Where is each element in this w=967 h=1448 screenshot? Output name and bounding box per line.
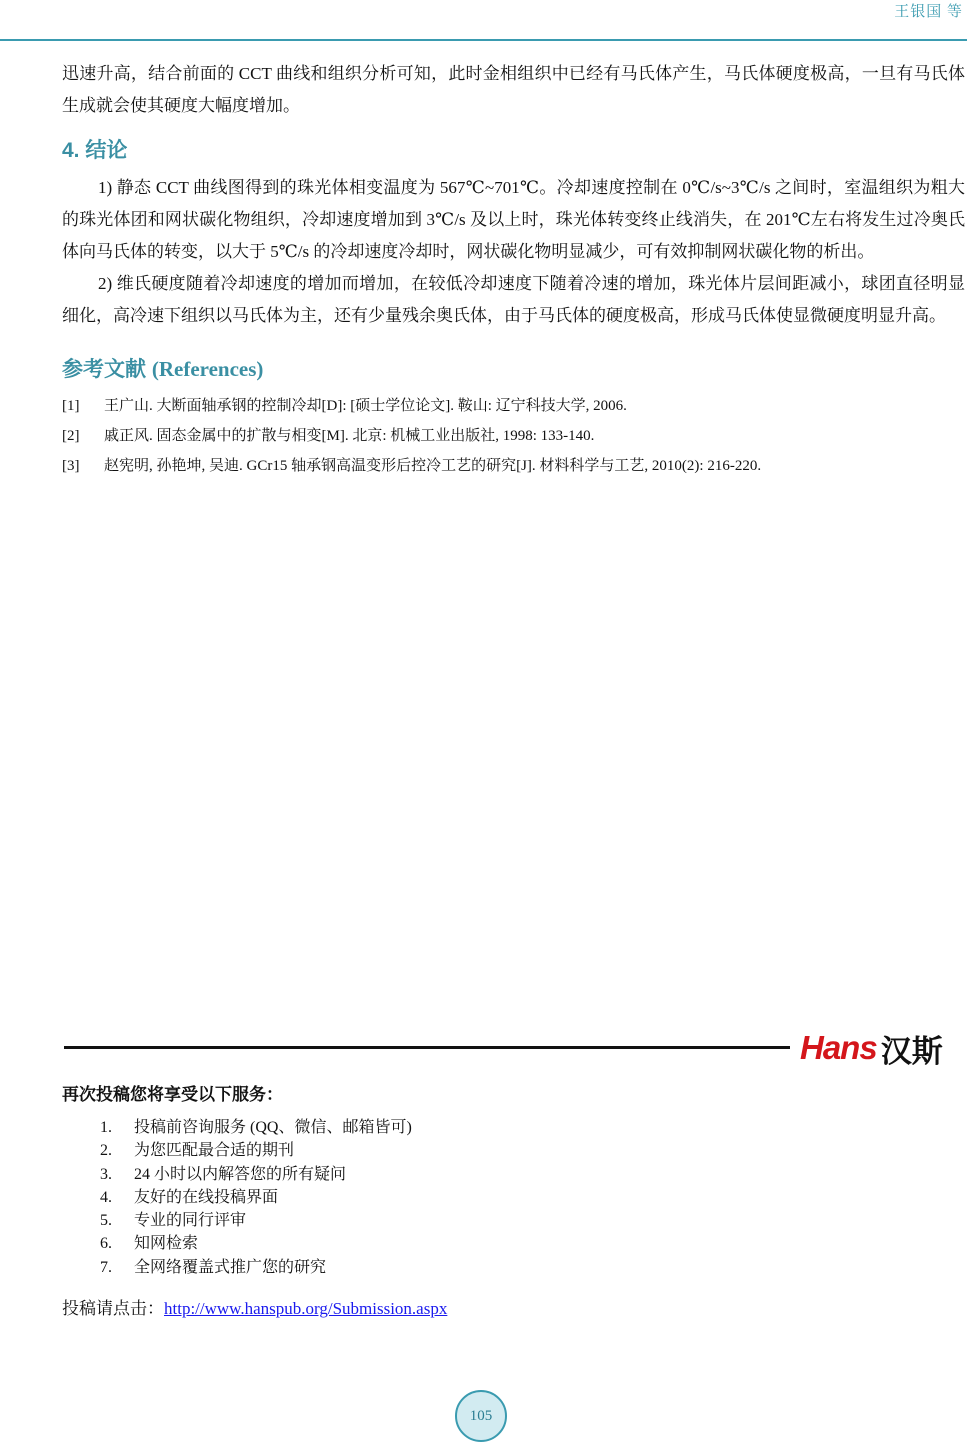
footer-divider xyxy=(64,1046,790,1049)
page-number-badge: 105 xyxy=(455,1390,507,1442)
reference-item xyxy=(62,421,965,451)
article-body xyxy=(62,58,965,481)
service-item xyxy=(100,1209,412,1232)
reference-text: 赵宪明, 孙艳坤, 吴迪. GCr15 轴承钢高温变形后控冷工艺的研究[J]. 材料科学与工艺, 2010(2): 216-220. xyxy=(104,458,762,474)
service-number: 6. xyxy=(100,1235,112,1253)
reference-item xyxy=(62,391,965,421)
service-text: 为您匹配最合适的期刊 xyxy=(134,1142,295,1160)
hans-logo xyxy=(800,1028,943,1068)
service-number: 5. xyxy=(100,1212,112,1230)
service-number: 1. xyxy=(100,1119,112,1136)
submission-line xyxy=(62,1294,447,1319)
logo-text-zh: 汉斯 xyxy=(880,1033,943,1070)
service-text: 友好的在线投稿界面 xyxy=(134,1188,279,1206)
reference-item xyxy=(62,451,965,481)
reference-list xyxy=(62,391,965,481)
reference-number: [1] xyxy=(62,398,80,414)
header-divider xyxy=(0,39,967,41)
service-text: 投稿前咨询服务 (QQ、微信、邮箱皆可) xyxy=(134,1119,412,1136)
service-item xyxy=(100,1116,412,1139)
service-number: 4. xyxy=(100,1188,112,1206)
services-title: 再次投稿您将享受以下服务： xyxy=(62,1085,283,1104)
service-number: 7. xyxy=(100,1258,112,1276)
references-heading-zh: 参考文献 xyxy=(62,358,146,381)
submission-link[interactable]: http://www.hanspub.org/Submission.aspx xyxy=(164,1299,448,1318)
references-heading-en: (References) xyxy=(151,357,264,381)
service-text: 全网络覆盖式推广您的研究 xyxy=(134,1258,327,1276)
services-list xyxy=(100,1116,412,1279)
service-item xyxy=(100,1186,412,1209)
service-item xyxy=(100,1163,412,1186)
intro-paragraph: 迅速升高，结合前面的 CCT 曲线和组织分析可知，此时金相组织中已经有马氏体产生，马氏体硬度极高，一旦有马氏体生成就会使其硬度大幅度增加。 xyxy=(62,64,965,115)
service-text: 24 小时以内解答您的所有疑问 xyxy=(134,1165,347,1183)
conclusion-heading: 4. 结论 xyxy=(62,139,128,162)
reference-text: 戚正风. 固态金属中的扩散与相变[M]. 北京: 机械工业出版社, 1998: 133-140. xyxy=(104,428,595,444)
reference-text: 王广山. 大断面轴承钢的控制冷却[D]: [硕士学位论文]. 鞍山: 辽宁科技大学, 2006. xyxy=(104,398,627,414)
conclusion-paragraph-2: 2) 维氏硬度随着冷却速度的增加而增加，在较低冷却速度下随着冷速的增加，珠光体片层间距减小，球团直径明显细化，高冷速下组织以马氏体为主，还有少量残余奥氏体，由于马氏体的硬度极高，形成马氏体使显微硬度明显升高。 xyxy=(62,274,965,325)
service-text: 专业的同行评审 xyxy=(134,1212,247,1230)
references-heading xyxy=(62,354,965,385)
logo-text-en: Hans xyxy=(800,1029,877,1066)
reference-number: [3] xyxy=(62,458,80,474)
service-text: 知网检索 xyxy=(134,1235,199,1253)
conclusion-paragraph-1: 1) 静态 CCT 曲线图得到的珠光体相变温度为 567℃~701℃。冷却速度控制在 0℃/s~3℃/s 之间时，室温组织为粗大的珠光体团和网状碳化物组织，冷却速度增加到 3℃/s 及以上时，珠光体转变终止线消失，在 201℃左右将发生过冷奥氏体向马氏体的转变，以大于 5℃/s 的冷却速度冷却时，网状碳化物明显减少，可有效抑制网状碳化物的析出。 xyxy=(62,178,965,261)
service-number: 2. xyxy=(100,1142,112,1160)
service-number: 3. xyxy=(100,1165,112,1183)
service-item xyxy=(100,1139,412,1162)
service-item xyxy=(100,1256,412,1279)
running-header-author: 王银国 等 xyxy=(894,4,963,20)
submission-label: 投稿请点击： xyxy=(62,1299,164,1318)
service-item xyxy=(100,1232,412,1255)
reference-number: [2] xyxy=(62,428,80,444)
